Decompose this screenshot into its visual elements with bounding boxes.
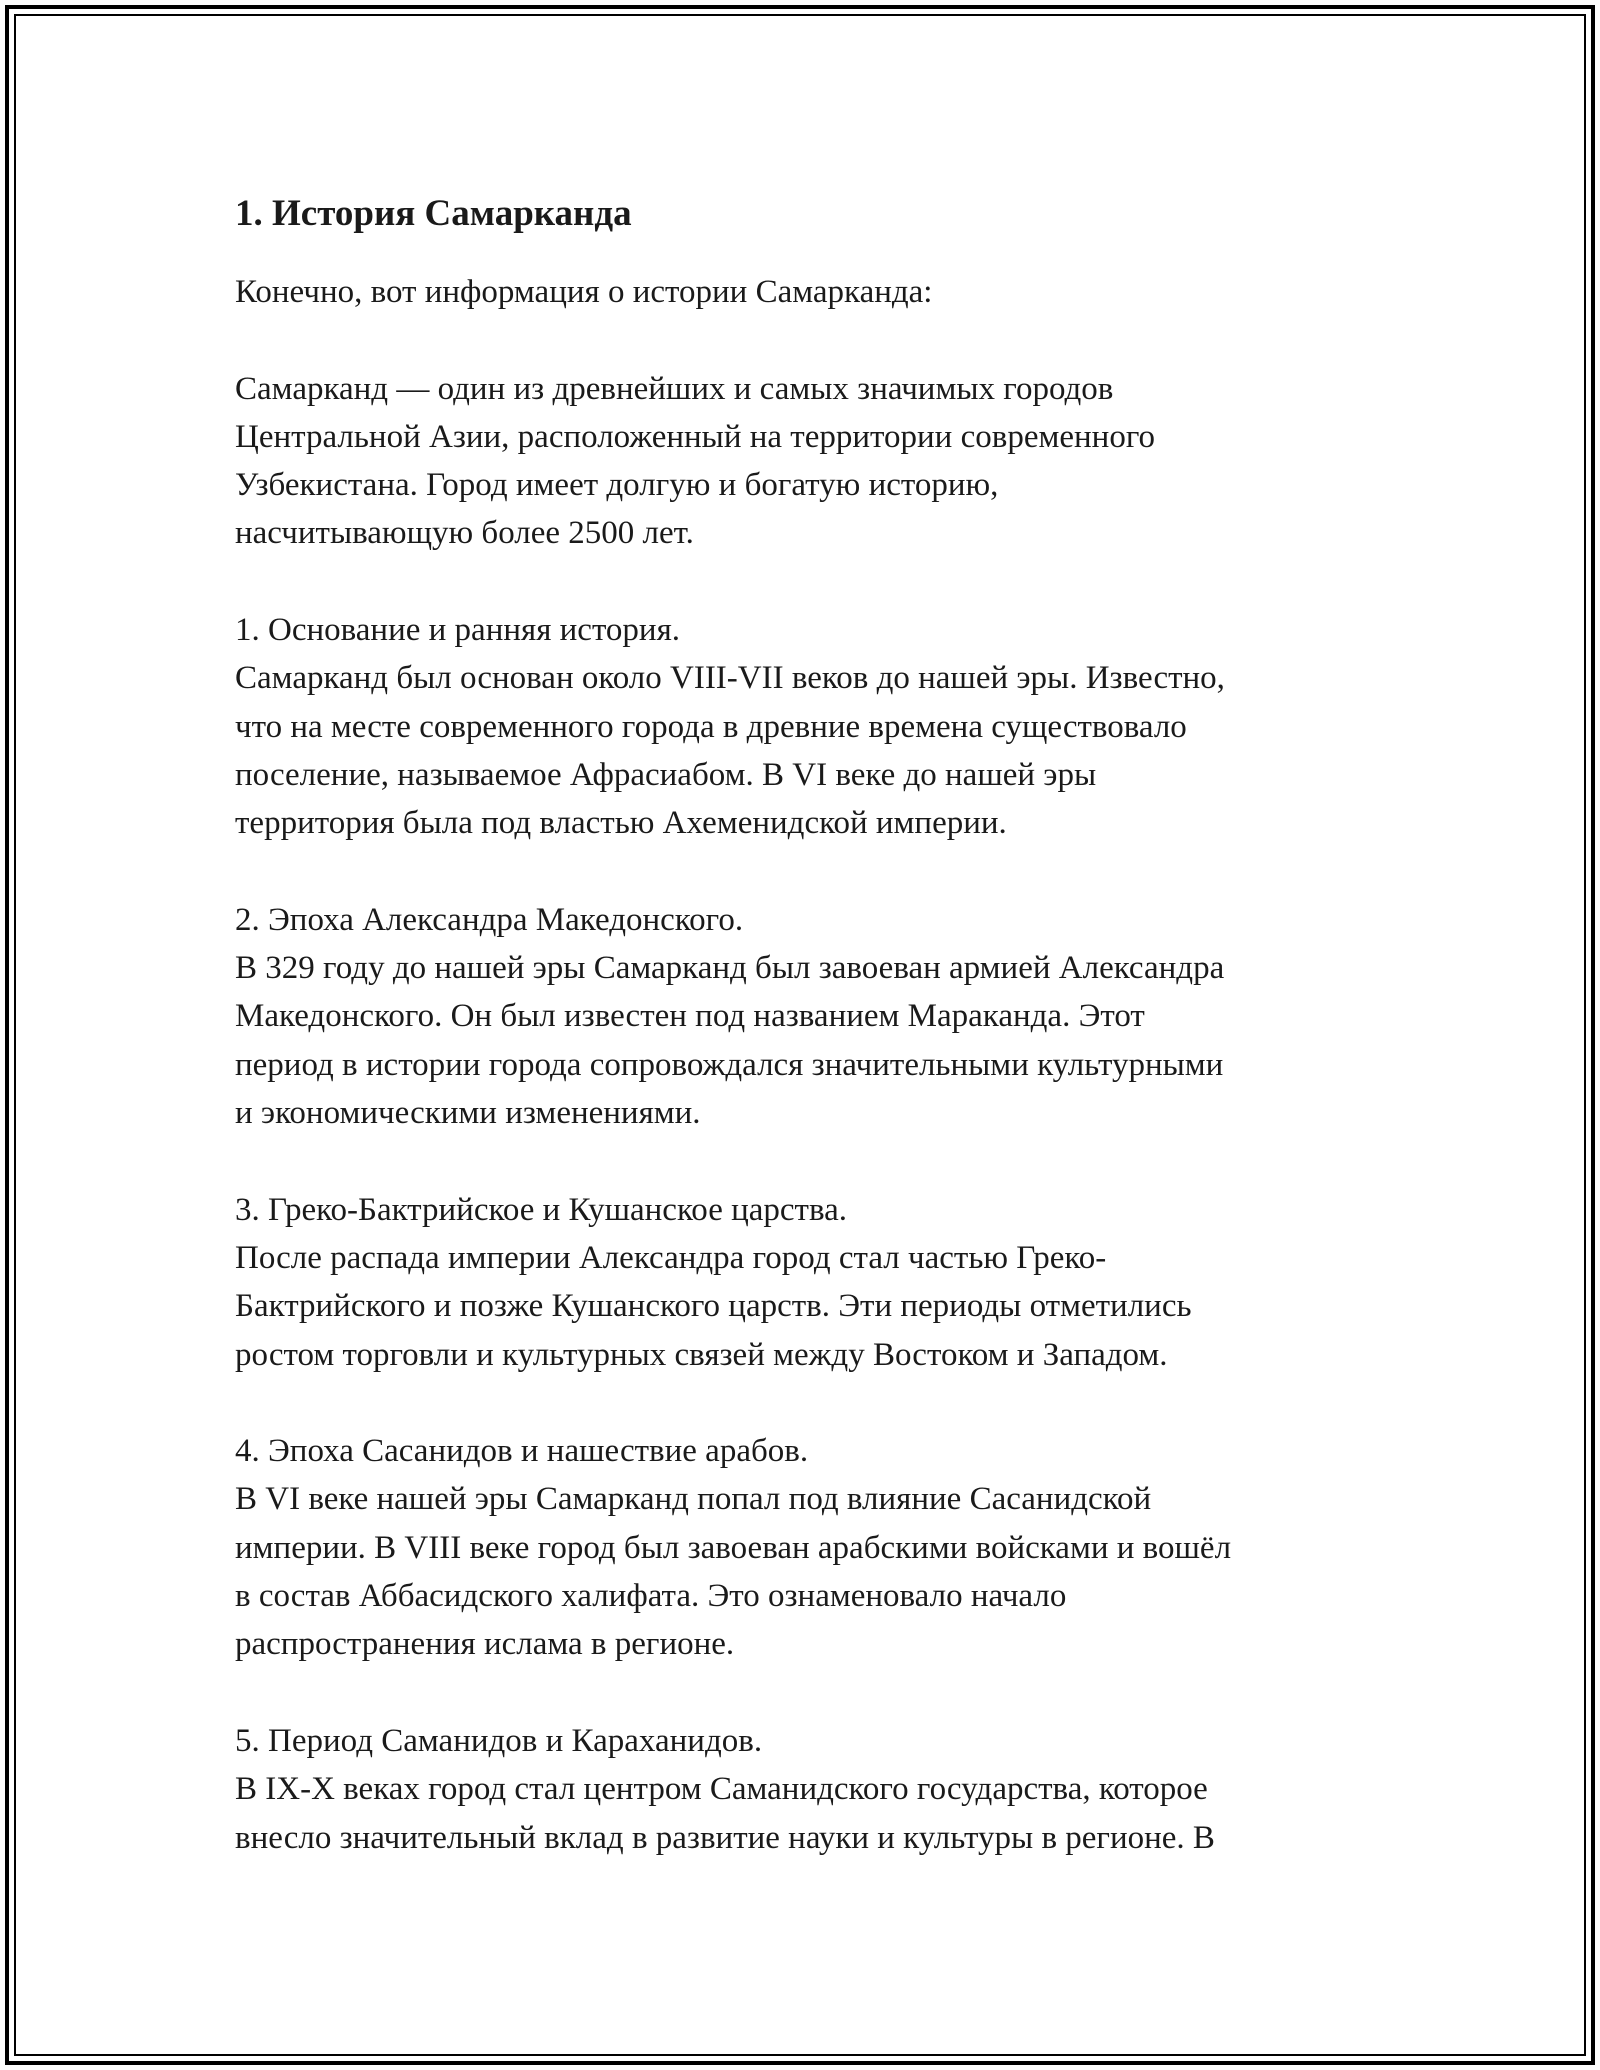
section-samanids bbox=[235, 1717, 1375, 1862]
paragraph-gap bbox=[235, 1379, 1375, 1427]
paragraph-gap bbox=[235, 848, 1375, 896]
section-title: 5. Период Саманидов и Караханидов. bbox=[235, 1722, 763, 1759]
section-line: В IX-X веках город стал центром Саманидского государства, которое bbox=[235, 1771, 1208, 1808]
section-line: территория была под властью Ахеменидской империи. bbox=[235, 805, 1007, 842]
overview-line: Центральной Азии, расположенный на территории современного bbox=[235, 418, 1156, 455]
section-line: Самарканд был основан около VIII-VII веков до нашей эры. Известно, bbox=[235, 660, 1225, 697]
section-line: В VI веке нашей эры Самарканд попал под влияние Сасанидской bbox=[235, 1481, 1152, 1518]
section-line: и экономическими изменениями. bbox=[235, 1095, 701, 1132]
section-line: в состав Аббасидского халифата. Это ознаменовало начало bbox=[235, 1578, 1067, 1615]
paragraph-gap bbox=[235, 1669, 1375, 1717]
section-line: Бактрийского и позже Кушанского царств. Эти периоды отметились bbox=[235, 1288, 1192, 1325]
section-line: поселение, называемое Афрасиабом. В VI веке до нашей эры bbox=[235, 756, 1097, 793]
overview-line: Самарканд — один из древнейших и самых значимых городов bbox=[235, 370, 1114, 407]
section-title: 1. Основание и ранняя история. bbox=[235, 612, 681, 649]
intro-line: Конечно, вот информация о истории Самарканда: bbox=[235, 274, 933, 310]
overview-line: Узбекистана. Город имеет долгую и богатую историю, bbox=[235, 467, 999, 504]
section-line: Македонского. Он был известен под названием Мараканда. Этот bbox=[235, 998, 1145, 1035]
overview-paragraph bbox=[235, 365, 1375, 558]
section-line: что на месте современного города в древние времена существовало bbox=[235, 708, 1187, 745]
paragraph-gap bbox=[235, 1137, 1375, 1185]
section-line: ростом торговли и культурных связей между Востоком и Западом. bbox=[235, 1336, 1168, 1373]
section-line: После распада империи Александра город стал частью Греко- bbox=[235, 1239, 1107, 1276]
document-body bbox=[235, 190, 1375, 1862]
section-title: 2. Эпоха Александра Македонского. bbox=[235, 901, 744, 938]
section-line: внесло значительный вклад в развитие науки и культуры в регионе. В bbox=[235, 1819, 1215, 1856]
section-line: период в истории города сопровождался значительными культурными bbox=[235, 1046, 1224, 1083]
section-alexander bbox=[235, 896, 1375, 1137]
section-line: распространения ислама в регионе. bbox=[235, 1626, 735, 1663]
section-line: империи. В VIII веке город был завоеван арабскими войсками и вошёл bbox=[235, 1529, 1232, 1566]
section-greco-bactrian bbox=[235, 1186, 1375, 1379]
section-title: 4. Эпоха Сасанидов и нашествие арабов. bbox=[235, 1433, 809, 1470]
section-title: 3. Греко-Бактрийское и Кушанское царства. bbox=[235, 1191, 848, 1228]
paragraph-gap bbox=[235, 558, 1375, 606]
overview-line: насчитывающую более 2500 лет. bbox=[235, 515, 694, 552]
section-sasanids bbox=[235, 1427, 1375, 1668]
section-founding bbox=[235, 606, 1375, 847]
document-heading: 1. История Самарканда bbox=[235, 193, 632, 234]
paragraph-gap bbox=[235, 316, 1375, 364]
section-line: В 329 году до нашей эры Самарканд был завоеван армией Александра bbox=[235, 950, 1225, 987]
